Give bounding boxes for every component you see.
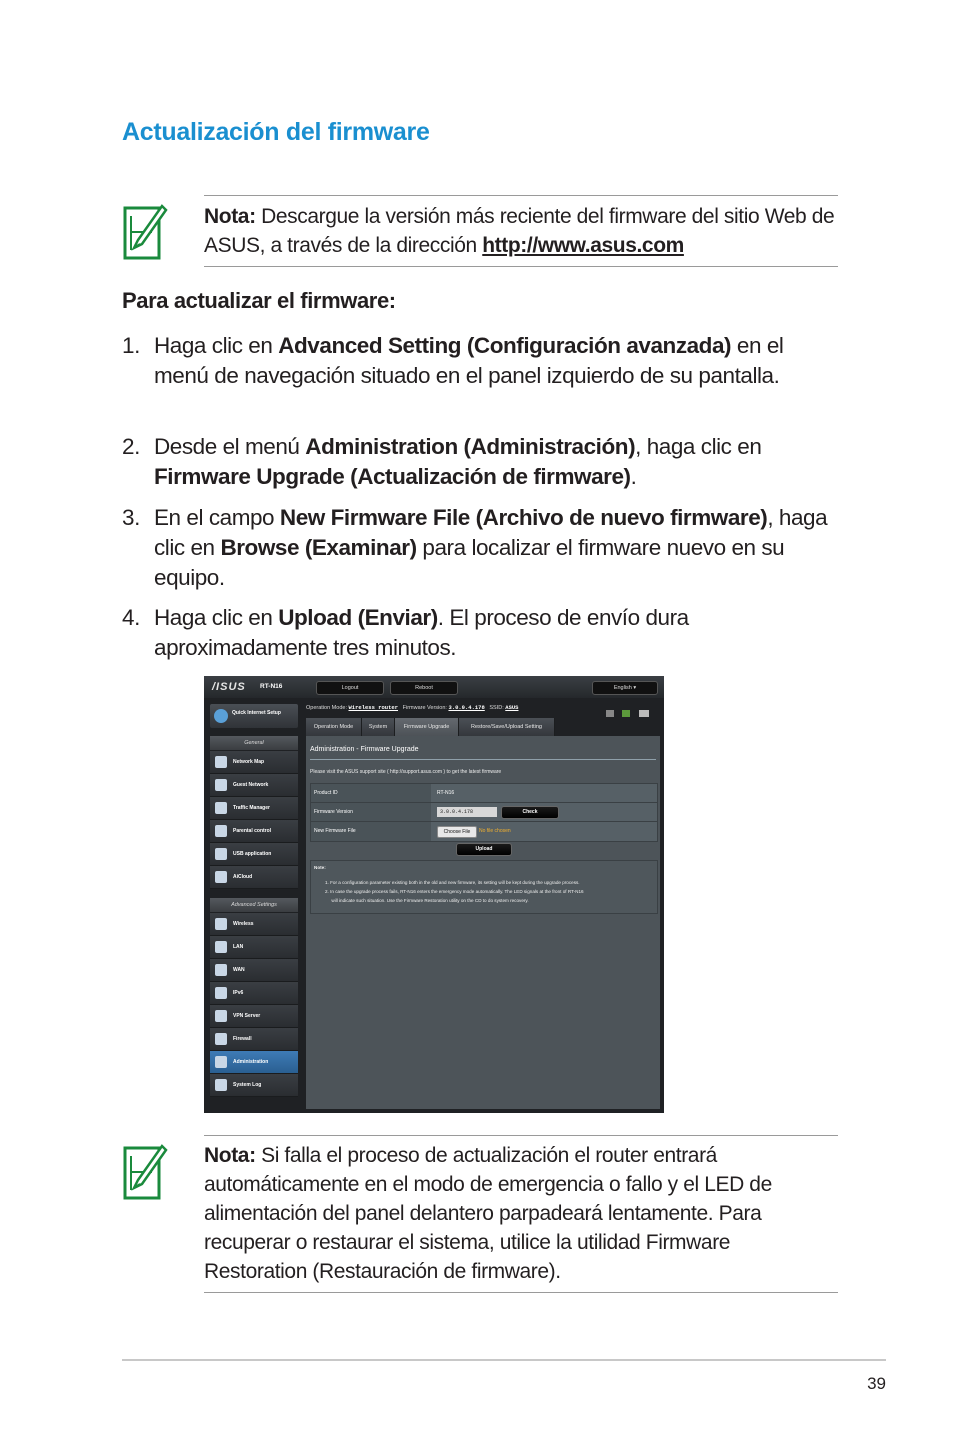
vpn-icon [215, 1010, 227, 1022]
lock-icon [215, 825, 227, 837]
menu-traffic-manager[interactable] [210, 797, 298, 820]
guest-network-icon [215, 779, 227, 791]
router-topbar [204, 676, 664, 698]
quick-internet-setup[interactable] [210, 704, 298, 728]
menu-label: Network Map [233, 759, 265, 765]
note-bottom-rule [204, 1292, 838, 1293]
tab-system[interactable]: System [362, 718, 395, 736]
quick-setup-label: Quick Internet Setup [232, 710, 281, 716]
menu-guest-network[interactable] [210, 774, 298, 797]
language-label: English [613, 685, 632, 691]
note-2-text: Si falla el proceso de actualización el router entrará automáticamente en el modo de emergencia o fallo y el LED de alimentación del panel delantero parpadeará lentamente. Para recuperar o restaurar el sistema, utilice la utilidad Firmware Restoration (Restauración de firmware). [204, 1144, 772, 1283]
menu-ipv6[interactable] [210, 982, 298, 1005]
notes-label: Note: [314, 865, 326, 870]
traffic-manager-icon [215, 802, 227, 814]
admin-icon [215, 1056, 227, 1068]
op-mode-label: Operation Mode: [306, 705, 347, 711]
row-label: Product ID [311, 784, 431, 803]
menu-usb-application[interactable] [210, 843, 298, 866]
menu-label: Firewall [233, 1036, 252, 1042]
menu-label: VPN Server [233, 1013, 261, 1019]
choose-file-button[interactable]: Choose File [437, 826, 477, 838]
globe-icon [215, 964, 227, 976]
note-line: 1. For a configuration parameter existing both in the old and new firmware, its setting will be kept during the upgrade process. [325, 880, 580, 885]
ssid-link[interactable]: ASUS [505, 704, 519, 711]
network-map-icon [215, 756, 227, 768]
note-top-rule [204, 195, 838, 196]
model-name: RT-N16 [260, 683, 283, 690]
fw-link[interactable]: 3.0.0.4.178 [448, 704, 485, 711]
reboot-button[interactable]: Reboot [390, 681, 458, 695]
language-select[interactable] [592, 681, 658, 695]
home-icon [215, 941, 227, 953]
check-button[interactable]: Check [501, 806, 559, 819]
shield-icon [215, 1033, 227, 1045]
menu-label: Guest Network [233, 782, 269, 788]
step-2 [122, 432, 842, 492]
step-bold: Firmware Upgrade (Actualización de firmware) [154, 464, 631, 489]
page-title: Actualización del firmware [122, 118, 430, 146]
footer-rule [122, 1359, 886, 1361]
step-text: en el menú de navegación situado en el panel izquierdo de su pantalla. [154, 333, 784, 388]
procedure-heading: Para actualizar el firmware: [122, 288, 396, 313]
tab-firmware-upgrade[interactable]: Firmware Upgrade [395, 718, 459, 736]
step-4 [122, 603, 842, 663]
menu-label: Wireless [233, 921, 254, 927]
step-bold: Upload (Enviar) [278, 605, 438, 630]
menu-label: AiCloud [233, 874, 253, 880]
page-number: 39 [867, 1374, 886, 1393]
wifi-icon [215, 918, 227, 930]
panel-title: Administration - Firmware Upgrade [310, 746, 419, 753]
menu-vpn-server[interactable] [210, 1005, 298, 1028]
row-new-firmware-file [310, 821, 658, 842]
menu-label: Traffic Manager [233, 805, 270, 811]
menu-network-map[interactable] [210, 751, 298, 774]
firmware-version-field: 3.0.0.4.178 [437, 807, 497, 817]
step-text: . [630, 464, 637, 489]
upload-button[interactable]: Upload [456, 843, 512, 856]
menu-wireless[interactable] [210, 913, 298, 936]
note-top-rule [204, 1135, 838, 1136]
logout-button[interactable]: Logout [316, 681, 384, 695]
menu-wan[interactable] [210, 959, 298, 982]
status-icons [606, 704, 656, 712]
step-text: . El proceso de envío dura aproximadamente tres minutos. [154, 605, 689, 660]
step-text: Haga clic en [154, 605, 279, 630]
row-firmware-version [310, 802, 658, 823]
step-3 [122, 503, 842, 593]
step-text: Desde el menú [154, 434, 306, 459]
ssid-label: SSID: [489, 705, 504, 711]
step-text: , haga clic en [154, 505, 828, 560]
no-file-chosen: No file chosen [479, 828, 511, 834]
step-number: 3. [122, 505, 140, 530]
menu-system-log[interactable] [210, 1074, 298, 1097]
note-bottom-rule [204, 266, 838, 267]
note-1 [204, 202, 838, 260]
notes-box [310, 860, 658, 914]
step-bold: New Firmware File (Archivo de nuevo firmware) [279, 505, 768, 530]
step-1 [122, 331, 842, 391]
firmware-panel [306, 736, 660, 1109]
note-2-label: Nota: [204, 1144, 256, 1167]
menu-aicloud[interactable] [210, 866, 298, 889]
log-icon [215, 1079, 227, 1091]
menu-label: LAN [233, 944, 244, 950]
note-pencil-icon [122, 202, 168, 262]
advanced-settings-header: Advanced Settings [210, 898, 298, 912]
op-mode-link[interactable]: Wireless router [348, 704, 399, 711]
panel-divider [310, 759, 656, 760]
cloud-icon [215, 871, 227, 883]
step-text: , haga clic en [635, 434, 762, 459]
note-line: 2. In case the upgrade process fails, RT-N16 enters the emergency mode automatically. The LED signals at the front of RT-N16 [325, 889, 584, 894]
tab-restore-save-upload[interactable]: Restore/Save/Upload Setting [459, 718, 555, 736]
fw-label: Firmware Version: [402, 705, 447, 711]
menu-label: USB application [233, 851, 272, 857]
note-2 [204, 1141, 838, 1286]
step-text: En el campo [154, 505, 280, 530]
menu-label: Administration [233, 1059, 269, 1065]
router-screenshot [204, 676, 664, 1113]
menu-label: System Log [233, 1082, 262, 1088]
status-icon [622, 710, 630, 717]
note-line: will indicate such situation. Use the Firmware Restoration utility on the CD to do system recovery. [325, 898, 529, 903]
note-1-label: Nota: [204, 205, 256, 228]
step-number: 4. [122, 605, 140, 630]
step-bold: Administration (Administración) [305, 434, 636, 459]
wand-icon [214, 709, 228, 723]
step-number: 2. [122, 434, 140, 459]
menu-lan[interactable] [210, 936, 298, 959]
usb-icon [639, 710, 649, 717]
puzzle-icon [215, 848, 227, 860]
step-bold: Browse (Examinar) [220, 535, 417, 560]
note-1-text: Descargue la versión más reciente del firmware del sitio Web de ASUS, a través de la dirección [204, 205, 835, 257]
globe-icon [215, 987, 227, 999]
general-header: General [210, 736, 298, 750]
step-number: 1. [122, 333, 140, 358]
asus-logo: /ISUS [212, 681, 246, 693]
asus-link[interactable]: http://www.asus.com [482, 234, 684, 257]
row-label: Firmware Version [311, 803, 431, 822]
step-bold: Advanced Setting (Configuración avanzada) [278, 333, 732, 358]
menu-administration[interactable] [210, 1051, 298, 1074]
menu-label: IPv6 [233, 990, 244, 996]
tab-operation-mode[interactable]: Operation Mode [306, 718, 362, 736]
note-pencil-icon [122, 1142, 168, 1202]
menu-label: Parental control [233, 828, 272, 834]
step-text: para localizar el firmware nuevo en su equipo. [154, 535, 785, 590]
menu-label: WAN [233, 967, 245, 973]
step-text: Haga clic en [154, 333, 279, 358]
row-label: New Firmware File [311, 822, 431, 841]
menu-parental-control[interactable] [210, 820, 298, 843]
status-icon [606, 710, 614, 717]
menu-firewall[interactable] [210, 1028, 298, 1051]
panel-description: Please visit the ASUS support site ( http://support.asus.com ) to get the latest firmware [310, 769, 502, 775]
chevron-down-icon: ▾ [633, 685, 637, 691]
product-id-value: RT-N16 [437, 790, 455, 796]
row-product-id [310, 783, 658, 804]
